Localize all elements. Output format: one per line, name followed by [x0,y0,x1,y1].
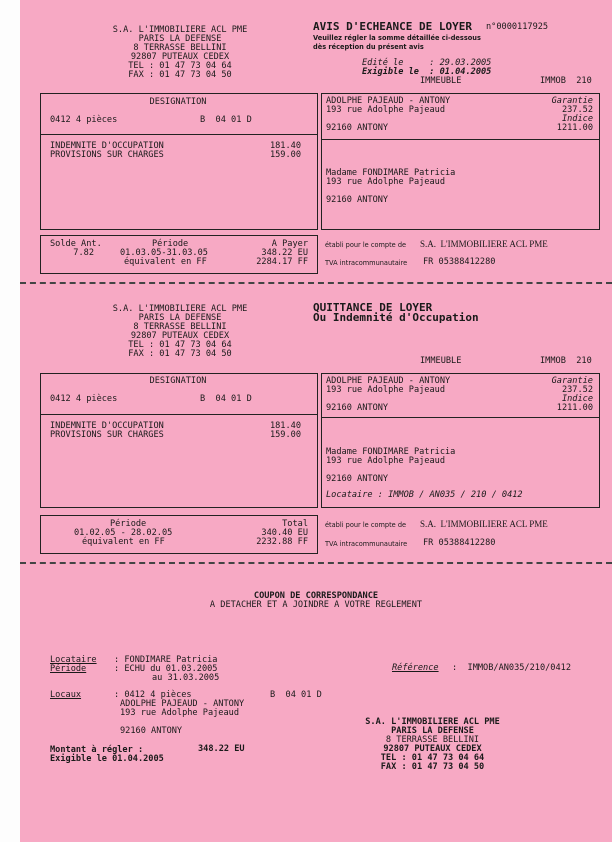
avis-payer-eu: 348.22 EU [261,248,308,258]
coupon-company-address: 8 TERRASSE BELLINI [385,735,480,745]
avis-item-amount: 159.00 [269,150,301,160]
coupon-subtitle: A DETACHER ET A JOINDRE A VOTRE REGLEMENT [209,600,423,610]
quittance-indice-label: Indice [561,394,593,404]
avis-etabli-prefix: établi pour le compte de [325,241,407,249]
quittance-equivalent: équivalent en FF [82,537,165,547]
coupon-periode-2: au 31.03.2005 [152,673,220,683]
coupon-locaux-2: ADOLPHE PAJEAUD - ANTONY [120,699,245,709]
quittance-etabli-name: S.A. L'IMMOBILIERE ACL PME [420,519,548,529]
coupon-company-city: 92807 PUTEAUX CEDEX [383,744,482,754]
company-city: 92807 PUTEAUX CEDEX [130,52,230,62]
coupon-locaux-3: 193 rue Adolphe Pajeaud [120,708,239,718]
company-name: S.A. L'IMMOBILIERE ACL PME [112,25,248,35]
coupon-montant-label: Montant à régler : [50,745,144,755]
avis-number: n°0000117925 [486,22,549,32]
quittance-address-divider [321,417,600,418]
avis-exigible: Exigible le : 01.04.2005 [362,67,492,77]
avis-tenant-city: 92160 ANTONY [326,195,389,205]
avis-item-label: PROVISIONS SUR CHARGES [50,150,164,160]
avis-edite: Edité le : 29.03.2005 [362,58,492,68]
quittance-tva-label: TVA intracommunautaire [325,540,408,548]
rent-notice-sheet [20,0,612,842]
quittance-owner-city: 92160 ANTONY [326,403,389,413]
company-fax: FAX : 01 47 73 04 50 [128,349,232,359]
company-city: 92807 PUTEAUX CEDEX [130,331,230,341]
company-address: 8 TERRASSE BELLINI [133,322,227,332]
coupon-locataire: : FONDIMARE Patricia [114,655,218,665]
avis-periode-label: Période [152,239,189,249]
avis-garantie-label: Garantie [551,96,593,106]
coupon-locaux-4: 92160 ANTONY [120,726,183,736]
avis-indice-label: Indice [561,114,593,124]
company-tel: TEL : 01 47 73 04 64 [128,340,232,350]
quittance-item-amount: 181.40 [269,421,301,431]
quittance-tva: FR 05388412280 [423,538,496,548]
company-line2: PARIS LA DEFENSE [138,313,222,323]
quittance-locataire: Locataire : IMMOB / AN035 / 210 / 0412 [326,490,523,500]
avis-title: AVIS D'ECHEANCE DE LOYER [313,20,472,33]
avis-solde: 7.82 [73,248,94,258]
coupon-locataire-label: Locataire [50,655,97,665]
avis-tva-label: TVA intracommunautaire [325,259,408,267]
avis-notice-2: dès réception du présent avis [313,43,424,51]
tear-line-1 [20,282,612,284]
avis-etabli-name: S.A. L'IMMOBILIERE ACL PME [420,239,548,249]
quittance-immob: IMMOB 210 [540,356,592,366]
coupon-locaux-1: : 0412 4 pièces [114,690,192,700]
company-name: S.A. L'IMMOBILIERE ACL PME [112,304,248,314]
avis-indice: 1211.00 [556,123,593,133]
coupon-title: COUPON DE CORRESPONDANCE [253,591,379,601]
tear-line-2 [20,562,612,564]
quittance-periode-label: Période [110,519,147,529]
coupon-company-line2: PARIS LA DEFENSE [391,726,474,736]
quittance-tenant: Madame FONDIMARE Patricia [326,447,456,457]
avis-owner: ADOLPHE PAJEAUD - ANTONY [326,96,451,106]
quittance-tenant-city: 92160 ANTONY [326,474,389,484]
avis-garantie: 237.52 [561,105,593,115]
coupon-company-name: S.A. L'IMMOBILIERE ACL PME [365,717,500,727]
quittance-periode: 01.02.05 - 28.02.05 [74,528,173,538]
quittance-designation-divider [40,414,318,415]
avis-solde-label: Solde Ant. [50,239,102,249]
avis-owner-street: 193 rue Adolphe Pajeaud [326,105,445,115]
coupon-periode-label: Période [50,664,87,674]
avis-immeuble-label: IMMEUBLE [420,76,462,86]
coupon-reference: : IMMOB/AN035/210/0412 [452,663,571,673]
avis-payer-label: A Payer [271,239,308,249]
avis-item-label: INDEMNITE D'OCCUPATION [50,141,164,151]
avis-designation-divider [40,134,318,135]
quittance-owner-street: 193 rue Adolphe Pajeaud [326,385,445,395]
coupon-locaux-code: B 04 01 D [270,690,322,700]
quittance-title: QUITTANCE DE LOYER [313,301,433,314]
quittance-indice: 1211.00 [556,403,593,413]
quittance-subtitle: Ou Indemnité d'Occupation [313,311,479,324]
coupon-reference-label: Référence [392,663,439,673]
quittance-etabli-prefix: établi pour le compte de [325,521,407,529]
avis-payer-ff: 2284.17 FF [256,257,308,267]
avis-tenant-street: 193 rue Adolphe Pajeaud [326,177,445,187]
avis-periode: 01.03.05-31.03.05 [120,248,208,258]
company-address: 8 TERRASSE BELLINI [133,43,227,53]
coupon-company-fax: FAX : 01 47 73 04 50 [380,762,485,772]
avis-owner-city: 92160 ANTONY [326,123,389,133]
avis-designation-box [40,93,318,230]
quittance-immeuble-label: IMMEUBLE [420,356,462,366]
quittance-total-eu: 340.40 EU [261,528,308,538]
company-tel: TEL : 01 47 73 04 64 [128,61,232,71]
quittance-lot-code: B 04 01 D [200,394,252,404]
quittance-item-amount: 159.00 [269,430,301,440]
avis-lot-code: B 04 01 D [200,115,252,125]
avis-designation-header: DESIGNATION [149,97,207,107]
company-fax: FAX : 01 47 73 04 50 [128,70,232,80]
avis-item-amount: 181.40 [269,141,301,151]
avis-tenant: Madame FONDIMARE Patricia [326,168,456,178]
coupon-exigible: Exigible le 01.04.2005 [50,754,164,764]
avis-notice-1: Veuillez régler la somme détaillée ci-dessous [313,34,481,42]
quittance-lot: 0412 4 pièces [50,394,118,404]
quittance-item-label: PROVISIONS SUR CHARGES [50,430,164,440]
coupon-company-tel: TEL : 01 47 73 04 64 [380,753,485,763]
coupon-montant: 348.22 EU [198,744,245,754]
avis-tva: FR 05388412280 [423,257,496,267]
quittance-garantie-label: Garantie [551,376,593,386]
coupon-periode-1: : ECHU du 01.03.2005 [114,664,218,674]
avis-immob: IMMOB 210 [540,76,592,86]
quittance-garantie: 237.52 [561,385,593,395]
quittance-total-label: Total [282,519,308,529]
quittance-total-ff: 2232.88 FF [256,537,308,547]
avis-equivalent: équivalent en FF [124,257,207,267]
avis-address-divider [321,139,600,140]
coupon-locaux-label: Locaux [50,690,82,700]
quittance-tenant-street: 193 rue Adolphe Pajeaud [326,456,445,466]
quittance-owner: ADOLPHE PAJEAUD - ANTONY [326,376,451,386]
quittance-designation-header: DESIGNATION [149,376,207,386]
company-line2: PARIS LA DEFENSE [138,34,222,44]
avis-lot: 0412 4 pièces [50,115,118,125]
quittance-item-label: INDEMNITE D'OCCUPATION [50,421,164,431]
